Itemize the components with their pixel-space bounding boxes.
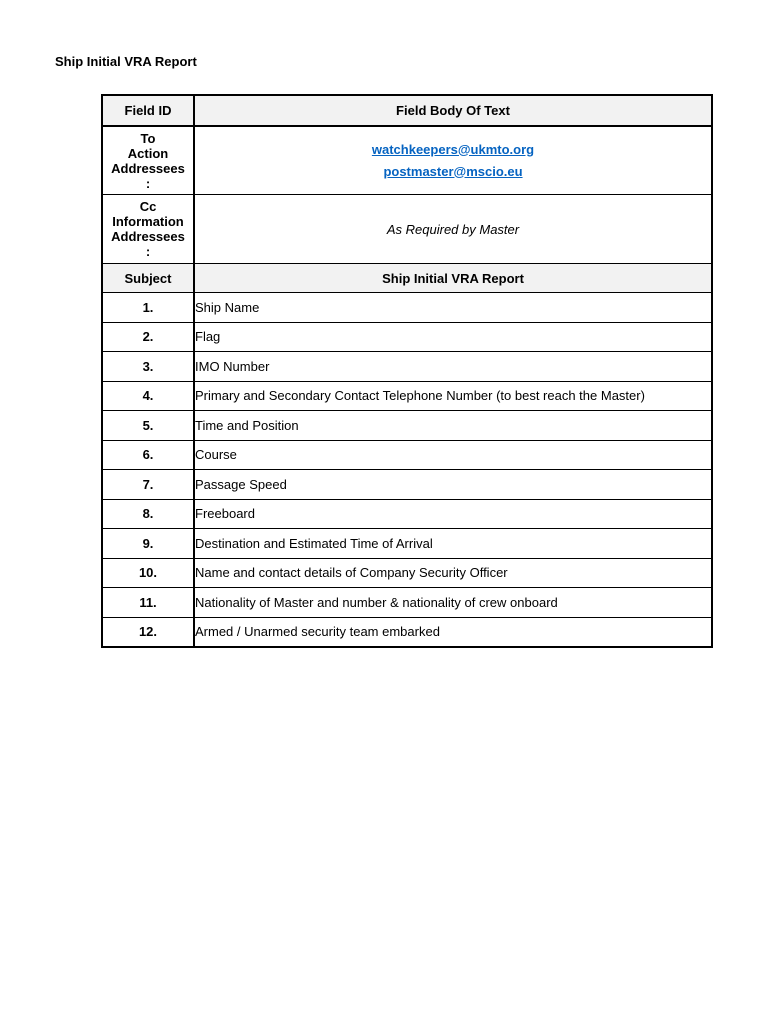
item-text: Passage Speed: [194, 470, 712, 500]
cc-addressees-label: Addressees: [111, 229, 185, 244]
header-field-body: Field Body Of Text: [194, 95, 712, 126]
table-row: [102, 293, 712, 323]
table-row: [102, 470, 712, 500]
cc-body: As Required by Master: [194, 195, 712, 264]
subject-row: [102, 264, 712, 293]
table-row: [102, 411, 712, 441]
item-text: Freeboard: [194, 499, 712, 529]
table-row: [102, 440, 712, 470]
item-text: Primary and Secondary Contact Telephone Number (to best reach the Master): [194, 381, 712, 411]
item-number: 2.: [102, 322, 194, 352]
subject-field-id: Subject: [102, 264, 194, 293]
item-number: 10.: [102, 558, 194, 588]
email-link-mscio[interactable]: postmaster@mscio.eu: [383, 163, 523, 179]
item-text: Course: [194, 440, 712, 470]
table-row: [102, 381, 712, 411]
item-number: 6.: [102, 440, 194, 470]
to-label: To: [140, 130, 156, 146]
item-number: 4.: [102, 381, 194, 411]
item-number: 7.: [102, 470, 194, 500]
to-field-id: [102, 126, 194, 195]
item-text: Flag: [194, 322, 712, 352]
to-colon: :: [145, 175, 151, 191]
item-number: 9.: [102, 529, 194, 559]
table-header-row: [102, 95, 712, 126]
table-row: [102, 529, 712, 559]
table-row: [102, 499, 712, 529]
vra-report-table: [101, 94, 713, 648]
header-field-id: Field ID: [102, 95, 194, 126]
cc-field-id: [102, 195, 194, 264]
cc-row: [102, 195, 712, 264]
to-addressees-label: Addressees: [111, 160, 185, 176]
table-row: [102, 322, 712, 352]
item-text: IMO Number: [194, 352, 712, 382]
to-emails: [194, 126, 712, 195]
table-row: [102, 352, 712, 382]
table-row: [102, 617, 712, 647]
item-text: Name and contact details of Company Security Officer: [194, 558, 712, 588]
item-number: 3.: [102, 352, 194, 382]
item-number: 8.: [102, 499, 194, 529]
email-link-ukmto[interactable]: watchkeepers@ukmto.org: [371, 141, 535, 157]
cc-information-label: Information: [112, 214, 184, 229]
table-row: [102, 558, 712, 588]
to-row: [102, 126, 712, 195]
page-title: Ship Initial VRA Report: [55, 54, 197, 69]
item-number: 11.: [102, 588, 194, 618]
item-number: 12.: [102, 617, 194, 647]
item-number: 5.: [102, 411, 194, 441]
cc-colon: :: [145, 244, 151, 259]
table-row: [102, 588, 712, 618]
item-text: Time and Position: [194, 411, 712, 441]
item-text: Ship Name: [194, 293, 712, 323]
item-number: 1.: [102, 293, 194, 323]
to-action-label: Action: [127, 145, 169, 161]
subject-body: Ship Initial VRA Report: [194, 264, 712, 293]
item-text: Armed / Unarmed security team embarked: [194, 617, 712, 647]
item-text: Nationality of Master and number & nationality of crew onboard: [194, 588, 712, 618]
item-text: Destination and Estimated Time of Arrival: [194, 529, 712, 559]
cc-label: Cc: [139, 199, 157, 214]
